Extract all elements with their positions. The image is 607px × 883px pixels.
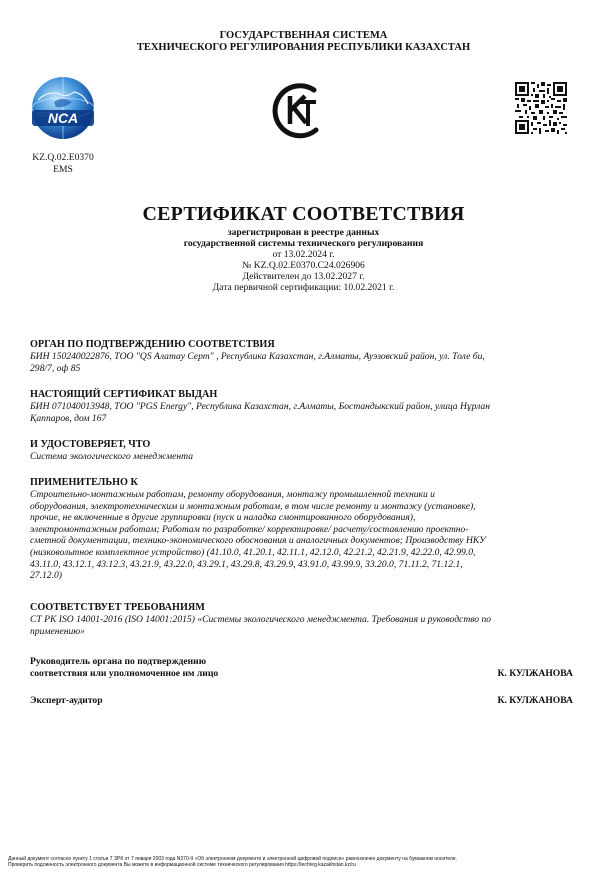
head-signatory-label — [30, 656, 330, 679]
kt-conformity-mark-icon — [268, 80, 328, 140]
section-text-line: применению» — [30, 625, 85, 637]
registration-line-2: государственной системы технического регулирования — [183, 238, 424, 249]
footer-note — [8, 856, 603, 869]
footer-line-2: Проверить подлинность электронного документа Вы можете в информационной системе технического регулирования https://techreg.kazakhstan.kz/ru — [8, 862, 356, 869]
registry-code — [20, 152, 106, 176]
section-requirements — [30, 602, 578, 637]
section-text-line: Қаппаров, дом 167 — [30, 412, 107, 424]
expert-name: К. КУЛЖАНОВА — [497, 695, 573, 706]
section-text-line: сметной документации, технико-экономического обоснования и аналогичных документов; Производству НКУ — [30, 535, 486, 547]
nca-globe-logo-icon — [26, 74, 100, 146]
section-heading: И УДОСТОВЕРЯЕТ, ЧТО — [30, 439, 151, 450]
valid-until: Действителен до 13.02.2027 г. — [242, 271, 365, 282]
header — [0, 30, 607, 53]
registration-block — [0, 227, 607, 293]
registration-date: от 13.02.2024 г. — [272, 249, 335, 260]
nca-logo-text: NCA — [47, 110, 79, 126]
section-heading: СООТВЕТСТВУЕТ ТРЕБОВАНИЯМ — [30, 602, 205, 613]
expert-label: Эксперт-аудитор — [30, 695, 103, 706]
section-text-line: 27.12.0) — [30, 570, 62, 582]
qr-code-icon[interactable] — [515, 82, 567, 134]
section-text-line: БИН 071040013948, ТОО "PGS Energy", Республика Казахстан, г.Алматы, Бостандыкский район, улица Нұрлан — [30, 401, 490, 412]
section-issued-to — [30, 389, 578, 424]
qr-code[interactable] — [515, 82, 567, 134]
conformity-mark — [268, 80, 328, 140]
section-text-line: оборудования, электротехническим и монтажным работам, в том числе ремонту и монтажу (установке), — [30, 500, 476, 512]
nca-logo — [26, 74, 100, 146]
header-line-2: ТЕХНИЧЕСКОГО РЕГУЛИРОВАНИЯ РЕСПУБЛИКИ КАЗАХСТАН — [136, 41, 471, 53]
head-label-line-1: Руководитель органа по подтверждению — [30, 656, 207, 667]
section-text-line: электромонтажным работам; Работам по разработке/ корректировке/ расчету/составлению проектно- — [30, 523, 469, 535]
section-text-line: БИН 150240022876, ТОО "QS Алатау Серт" , Республика Казахстан, г.Алматы, Ауэзовский район, ул. Толе би, — [30, 351, 485, 362]
section-certification-body — [30, 339, 578, 374]
registration-line-1: зарегистрирован в реестре данных — [227, 227, 380, 238]
section-heading: ОРГАН ПО ПОДТВЕРЖДЕНИЮ СООТВЕТСТВИЯ — [30, 339, 275, 350]
registration-number: № KZ.Q.02.E0370.C24.026906 — [242, 260, 365, 271]
header-line-1: ГОСУДАРСТВЕННАЯ СИСТЕМА — [219, 30, 388, 41]
section-text-line: (низковольтное комплектное устройство) (41.10.0, 41.20.1, 42.11.1, 42.12.0, 42.21.2, 42.21.9, 42.22.0, 42.99.0, — [30, 546, 476, 558]
section-heading: НАСТОЯЩИЙ СЕРТИФИКАТ ВЫДАН — [30, 389, 218, 400]
first-certification-date: Дата первичной сертификации: 10.02.2021 г. — [212, 282, 395, 293]
section-certifies — [30, 439, 578, 463]
section-text-line: Система экологического менеджмента — [30, 451, 194, 462]
registry-code-scheme: EMS — [53, 164, 73, 175]
section-heading: ПРИМЕНИТЕЛЬНО К — [30, 477, 138, 488]
head-label-line-2: соответствия или уполномоченное им лицо — [30, 667, 219, 679]
section-text-line: прочие, не включенные в другие группировки (пуск и наладка смонтированного оборудования), — [30, 512, 416, 524]
registry-code-number: KZ.Q.02.E0370 — [32, 152, 94, 163]
certificate-title: СЕРТИФИКАТ СООТВЕТСТВИЯ — [142, 203, 465, 225]
footer-line-1: Данный документ согласно пункту 1 статьи 7 ЗРК от 7 января 2003 года N370-II «Об электронном документе и электронной цифровой подписи» равнозначен документу на бумажном носителе. — [8, 856, 458, 862]
head-signatory-name: К. КУЛЖАНОВА — [497, 668, 573, 679]
section-text-line: СТ РК ISO 14001-2016 (ISO 14001:2015) «Системы экологического менеджмента. Требования и руководство по — [30, 614, 492, 625]
section-text-line: 298/7, оф 85 — [30, 362, 81, 374]
section-applied-to — [30, 477, 578, 582]
section-text-line: 43.11.0, 43.12.1, 43.12.3, 43.21.9, 43.22.0, 43.29.1, 43.29.8, 43.29.9, 43.91.0, 43.99.9, 33.20.0, 71.11.2, 71.12.1, — [30, 558, 463, 570]
section-text-line: Строительно-монтажным работам, ремонту оборудования, монтажу промышленной техники и — [30, 489, 435, 500]
